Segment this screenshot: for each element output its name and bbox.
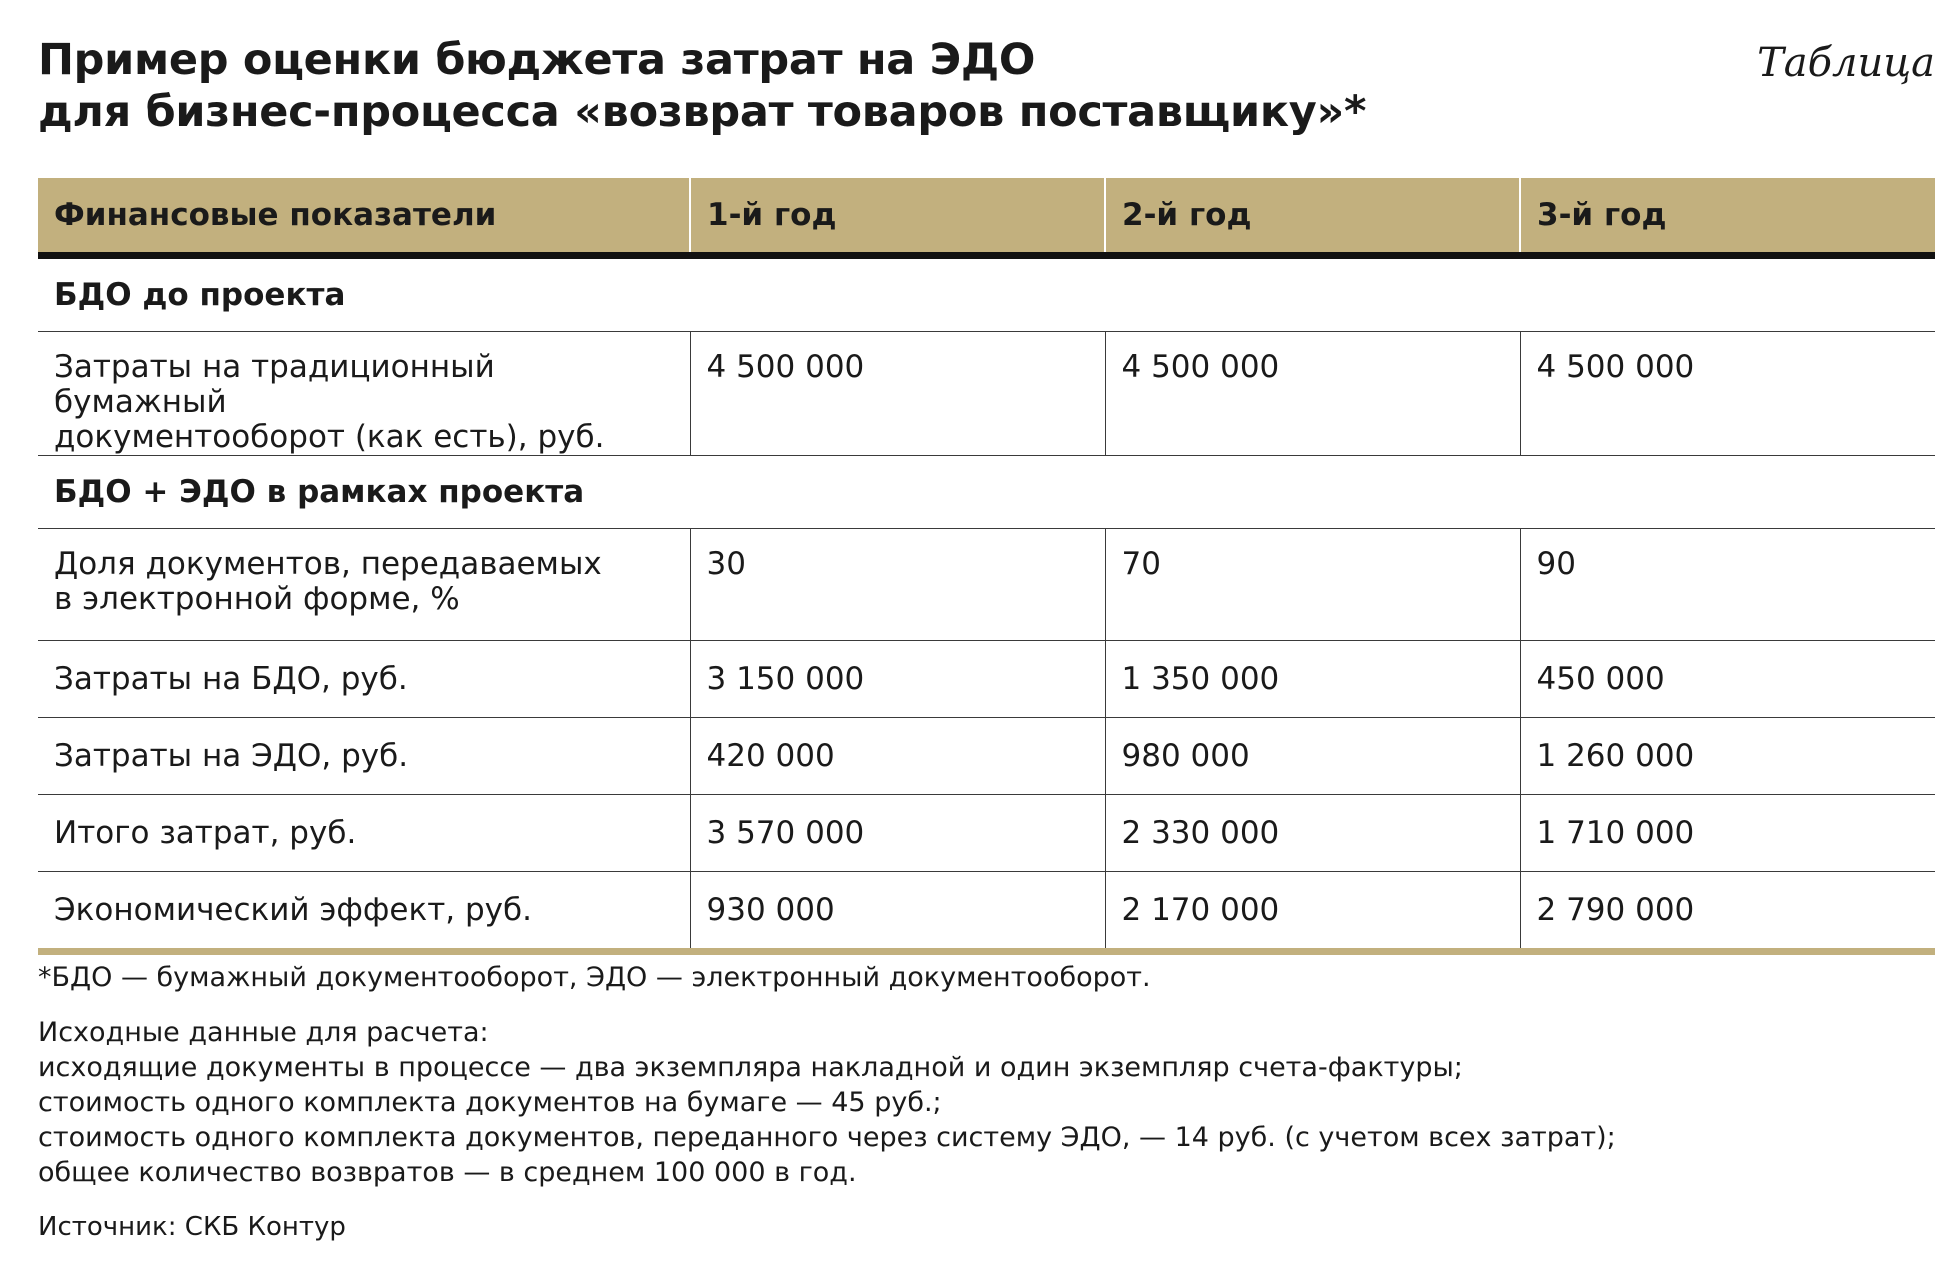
notes-line: общее количество возвратов — в среднем 100 000 в год. bbox=[38, 1157, 857, 1188]
table-row bbox=[38, 332, 1935, 456]
table-row bbox=[38, 529, 1935, 641]
section-label: БДО до проекта bbox=[38, 256, 1935, 332]
header-year-3: 3-й год bbox=[1520, 178, 1935, 256]
cell-year-2: 70 bbox=[1105, 529, 1520, 641]
cell-year-3: 1 710 000 bbox=[1520, 795, 1935, 872]
table-row bbox=[38, 641, 1935, 718]
row-label: Экономический эффект, руб. bbox=[38, 872, 690, 952]
cell-year-1: 3 570 000 bbox=[690, 795, 1105, 872]
cell-year-3: 4 500 000 bbox=[1520, 332, 1935, 456]
cell-year-3: 2 790 000 bbox=[1520, 872, 1935, 952]
page-title bbox=[38, 34, 1366, 138]
section-row-before bbox=[38, 256, 1935, 332]
cell-year-2: 4 500 000 bbox=[1105, 332, 1520, 456]
cell-year-2: 1 350 000 bbox=[1105, 641, 1520, 718]
section-row-project bbox=[38, 456, 1935, 529]
cell-year-2: 2 330 000 bbox=[1105, 795, 1520, 872]
row-label bbox=[38, 529, 690, 641]
header-year-2: 2-й год bbox=[1105, 178, 1520, 256]
cell-year-2: 2 170 000 bbox=[1105, 872, 1520, 952]
notes-line: исходящие документы в процессе — два экземпляра накладной и один экземпляр счета-фактуры; bbox=[38, 1052, 1463, 1083]
table-header-row bbox=[38, 178, 1935, 256]
title-line-1: Пример оценки бюджета затрат на ЭДО bbox=[38, 35, 1036, 85]
cell-year-3: 450 000 bbox=[1520, 641, 1935, 718]
notes-line: Исходные данные для расчета: bbox=[38, 1017, 489, 1048]
cell-year-1: 30 bbox=[690, 529, 1105, 641]
cell-year-1: 3 150 000 bbox=[690, 641, 1105, 718]
row-label bbox=[38, 332, 690, 456]
row-label-line: Доля документов, передаваемых bbox=[54, 546, 602, 582]
table-tag: Таблица bbox=[1757, 40, 1935, 86]
cell-year-2: 980 000 bbox=[1105, 718, 1520, 795]
title-line-2: для бизнес-процесса «возврат товаров поставщику»* bbox=[38, 87, 1367, 137]
table-row bbox=[38, 872, 1935, 952]
section-label: БДО + ЭДО в рамках проекта bbox=[38, 456, 1935, 529]
cell-year-1: 4 500 000 bbox=[690, 332, 1105, 456]
budget-table bbox=[38, 178, 1935, 955]
row-label: Итого затрат, руб. bbox=[38, 795, 690, 872]
source-credit: Источник: СКБ Контур bbox=[38, 1212, 346, 1242]
header-year-1: 1-й год bbox=[690, 178, 1105, 256]
cell-year-1: 420 000 bbox=[690, 718, 1105, 795]
table-row bbox=[38, 795, 1935, 872]
row-label-line: Затраты на традиционный бумажный bbox=[54, 349, 495, 420]
row-label: Затраты на БДО, руб. bbox=[38, 641, 690, 718]
footnote: *БДО — бумажный документооборот, ЭДО — электронный документооборот. bbox=[38, 962, 1151, 993]
notes-block bbox=[38, 960, 1616, 1190]
cell-year-3: 90 bbox=[1520, 529, 1935, 641]
notes-line: стоимость одного комплекта документов на бумаге — 45 руб.; bbox=[38, 1087, 942, 1118]
table-row bbox=[38, 718, 1935, 795]
cell-year-1: 930 000 bbox=[690, 872, 1105, 952]
row-label: Затраты на ЭДО, руб. bbox=[38, 718, 690, 795]
notes-line: стоимость одного комплекта документов, переданного через систему ЭДО, — 14 руб. (с учетом всех затрат); bbox=[38, 1122, 1616, 1153]
cell-year-3: 1 260 000 bbox=[1520, 718, 1935, 795]
row-label-line: в электронной форме, % bbox=[54, 581, 460, 617]
header-indicators: Финансовые показатели bbox=[38, 178, 690, 256]
row-label-line: документооборот (как есть), руб. bbox=[54, 419, 605, 455]
